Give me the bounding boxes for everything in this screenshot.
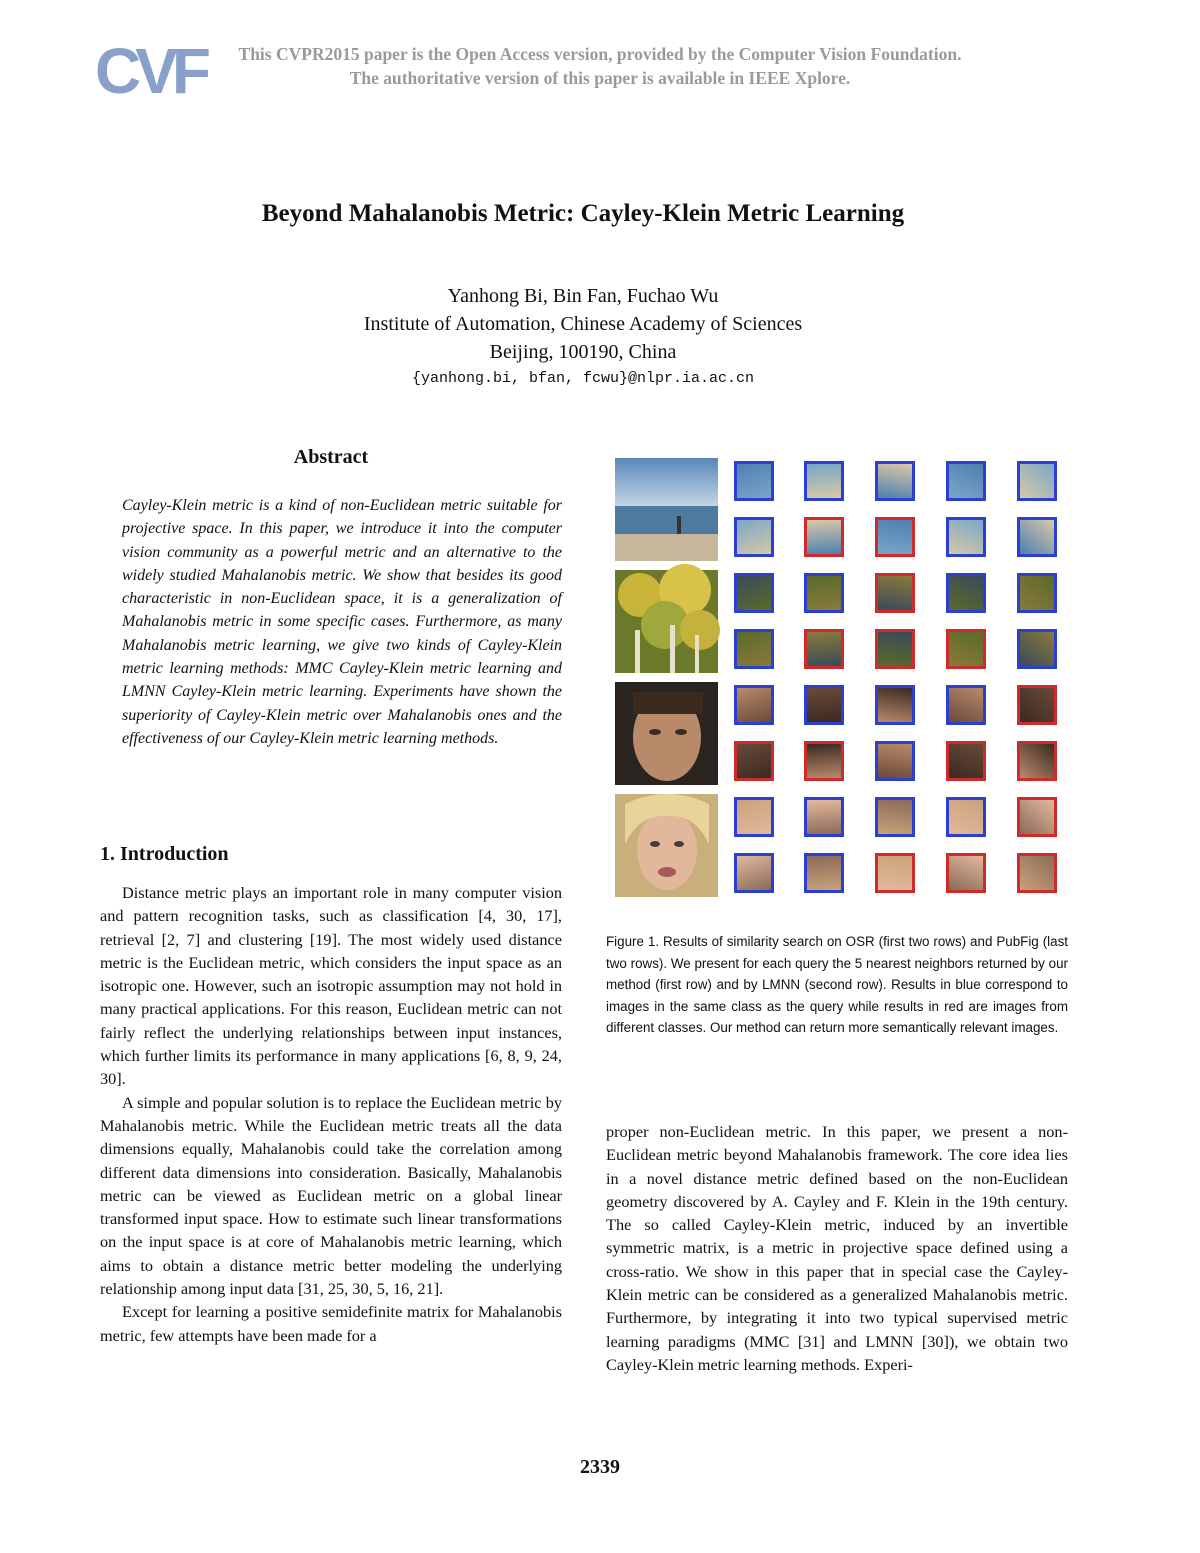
result-thumbnail	[804, 741, 844, 781]
result-thumbnail	[804, 461, 844, 501]
result-thumbnail	[734, 461, 774, 501]
authors: Yanhong Bi, Bin Fan, Fuchao Wu	[447, 285, 719, 307]
result-thumbnail	[804, 853, 844, 893]
result-thumbnail	[946, 629, 986, 669]
open-access-notice	[200, 42, 1000, 90]
intro-paragraph-3: Except for learning a positive semidefinite matrix for Mahalanobis metric, few attempts have been made for a	[100, 1302, 562, 1345]
abstract-heading: Abstract	[293, 446, 369, 468]
result-thumbnail	[734, 685, 774, 725]
result-thumbnail	[875, 741, 915, 781]
result-thumbnail	[804, 685, 844, 725]
result-thumbnail	[1017, 685, 1057, 725]
query-image-beach	[615, 458, 718, 561]
result-thumbnail	[875, 853, 915, 893]
result-thumbnail	[875, 629, 915, 669]
result-thumbnail	[946, 573, 986, 613]
author-block	[0, 282, 1166, 366]
result-thumbnail	[1017, 517, 1057, 557]
figure-1-image-grid	[615, 458, 1065, 898]
introduction-heading: 1. Introduction	[100, 843, 229, 865]
notice-line-2: The authoritative version of this paper is available in IEEE Xplore.	[349, 68, 851, 88]
result-thumbnail	[734, 741, 774, 781]
result-thumbnail	[946, 741, 986, 781]
result-thumbnail	[946, 517, 986, 557]
result-thumbnail	[946, 853, 986, 893]
query-image-male-face	[615, 682, 718, 785]
left-column-text	[100, 881, 562, 1347]
cvf-logo-text: CVF	[95, 35, 205, 107]
affiliation: Institute of Automation, Chinese Academy of Sciences	[363, 313, 803, 335]
right-column-text: proper non-Euclidean metric. In this paper, we present a non-Euclidean metric beyond Mahalanobis framework. The core idea lies in a novel distance metric defined based on the non-Euclidean geometry discovered by A. Cayley and F. Klein in the 19th century. The so called Cayley-Klein metric, induced by an invertible symmetric matrix, is a metric in projective space defined using a cross-ratio. We show in this paper that in special case the Cayley-Klein metric can be considered as a generalized Mahalanobis metric. Furthermore, by integrating it into two typical supervised metric learning paradigms (MMC [31] and LMNN [30]), we obtain two Cayley-Klein metric learning methods. Experi-	[606, 1122, 1068, 1374]
intro-paragraph-2: A simple and popular solution is to replace the Euclidean metric by Mahalanobis metric. While the Euclidean metric treats all the data dimensions equally, Mahalanobis could take the correlation among different data dimensions into consideration. Basically, Mahalanobis metric can be viewed as Euclidean metric on a global linear transformed input space. How to estimate such linear transformations on the input space is at core of Mahalanobis metric learning, which aims to obtain a distance metric better modeling the underlying relationship among input data [31, 25, 30, 5, 16, 21].	[100, 1092, 562, 1299]
intro-paragraph-1: Distance metric plays an important role in many computer vision and pattern recognition tasks, such as classification [4, 30, 17], retrieval [2, 7] and clustering [19]. The most widely used distance metric is the Euclidean metric, which considers the input space as an isotropic one. However, such an isotropic assumption may not hold in many practical applications. For this reason, Euclidean metric can not fairly reflect the underlying relationships between input instances, which further limits its performance in many applications [6, 8, 9, 24, 30].	[100, 883, 562, 1089]
result-thumbnail	[1017, 853, 1057, 893]
query-image-forest	[615, 570, 718, 673]
result-thumbnail	[1017, 629, 1057, 669]
result-thumbnail	[875, 573, 915, 613]
location: Beijing, 100190, China	[489, 341, 677, 363]
result-thumbnail	[946, 685, 986, 725]
page-number: 2339	[580, 1456, 620, 1478]
result-thumbnail	[734, 573, 774, 613]
cvf-logo	[95, 35, 205, 107]
result-thumbnail	[875, 517, 915, 557]
result-thumbnail	[804, 517, 844, 557]
notice-line-1: This CVPR2015 paper is the Open Access version, provided by the Computer Vision Foundation.	[238, 44, 962, 64]
query-image-female-face	[615, 794, 718, 897]
result-thumbnail	[734, 629, 774, 669]
result-thumbnail	[734, 517, 774, 557]
result-thumbnail	[734, 853, 774, 893]
result-thumbnail	[875, 685, 915, 725]
abstract-body: Cayley-Klein metric is a kind of non-Euclidean metric suitable for projective space. In this paper, we introduce it into the computer vision community as a powerful metric and an alternative to the widely studied Mahalanobis metric. We show that besides its good characteristic in non-Euclidean space, it is a generalization of Mahalanobis metric in some specific cases. Furthermore, as many Mahalanobis metric learning, we give two kinds of Cayley-Klein metric learning methods: MMC Cayley-Klein metric learning and LMNN Cayley-Klein metric learning. Experiments have shown the superiority of Cayley-Klein metric over Mahalanobis ones and the effectiveness of our Cayley-Klein metric learning methods.	[122, 497, 562, 747]
result-thumbnail	[804, 573, 844, 613]
result-thumbnail	[804, 629, 844, 669]
result-thumbnail	[1017, 797, 1057, 837]
author-email: {yanhong.bi, bfan, fcwu}@nlpr.ia.ac.cn	[411, 370, 755, 387]
paper-title: Beyond Mahalanobis Metric: Cayley-Klein Metric Learning	[261, 200, 905, 227]
result-thumbnail	[1017, 573, 1057, 613]
result-thumbnail	[804, 797, 844, 837]
result-thumbnail	[1017, 741, 1057, 781]
result-thumbnail	[946, 461, 986, 501]
result-thumbnail	[734, 797, 774, 837]
result-thumbnail	[946, 797, 986, 837]
figure-1-caption: Figure 1. Results of similarity search on OSR (first two rows) and PubFig (last two rows). We present for each query the 5 nearest neighbors returned by our method (first row) and by LMNN (second row). Results in blue correspond to images in the same class as the query while results in red are images from different classes. Our method can return more semantically relevant images.	[606, 934, 1068, 1035]
result-thumbnail	[1017, 461, 1057, 501]
result-thumbnail	[875, 461, 915, 501]
result-thumbnail	[875, 797, 915, 837]
